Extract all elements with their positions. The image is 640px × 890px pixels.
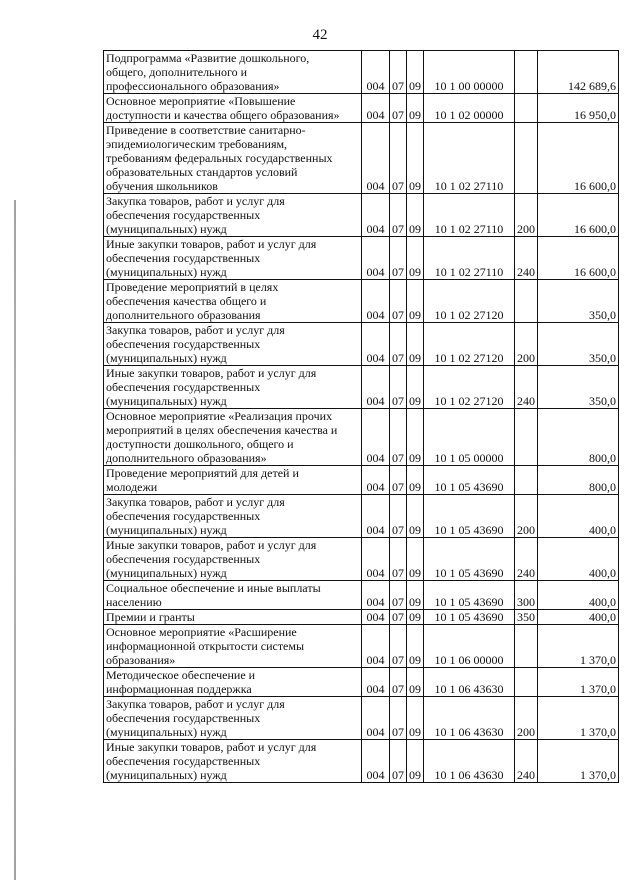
row-name-cell [104, 280, 362, 323]
row-name-cell [104, 237, 362, 280]
subsection-code: 09 [409, 222, 421, 236]
row-name: Премии и гранты [106, 610, 195, 624]
expense-type-code: 200 [517, 725, 535, 739]
target-article-code-cell [424, 280, 515, 323]
section-code: 07 [392, 308, 404, 322]
table-row [104, 466, 619, 495]
subsection-code-cell [407, 538, 424, 581]
expense-type-code-cell [515, 466, 538, 495]
subsection-code-cell [407, 280, 424, 323]
row-name-cell [104, 740, 362, 783]
amount-cell [538, 495, 619, 538]
subsection-code: 09 [409, 595, 421, 609]
dept-code-cell [362, 237, 390, 280]
target-article-code: 10 1 02 27110 [434, 265, 504, 279]
row-name-cell [104, 194, 362, 237]
expense-type-code-cell [515, 94, 538, 123]
table-row [104, 237, 619, 280]
amount: 16 950,0 [574, 108, 616, 122]
amount-cell [538, 581, 619, 610]
subsection-code-cell [407, 123, 424, 194]
binding-edge-mark [14, 200, 16, 880]
dept-code: 004 [366, 451, 385, 465]
dept-code-cell [362, 366, 390, 409]
target-article-code-cell [424, 123, 515, 194]
dept-code-cell [362, 495, 390, 538]
target-article-code: 10 1 02 27110 [434, 179, 504, 193]
section-code: 07 [392, 394, 404, 408]
row-name: Основное мероприятие «Реализация прочих мероприятий в целях обеспечения качества и доступности дошкольного, общего и дополнительного образования» [106, 409, 338, 465]
dept-code: 004 [366, 610, 385, 624]
expense-type-code-cell [515, 194, 538, 237]
row-name-cell [104, 123, 362, 194]
dept-code: 004 [366, 523, 385, 537]
row-name-cell [104, 697, 362, 740]
row-name-cell [104, 323, 362, 366]
dept-code-cell [362, 668, 390, 697]
table-row [104, 123, 619, 194]
dept-code-cell [362, 409, 390, 466]
section-code-cell [390, 466, 407, 495]
subsection-code-cell [407, 194, 424, 237]
dept-code: 004 [366, 653, 385, 667]
dept-code-cell [362, 697, 390, 740]
subsection-code: 09 [409, 351, 421, 365]
dept-code: 004 [366, 394, 385, 408]
table-row [104, 280, 619, 323]
table-row [104, 366, 619, 409]
expense-type-code: 240 [517, 394, 535, 408]
subsection-code-cell [407, 697, 424, 740]
row-name: Проведение мероприятий в целях обеспечения качества общего и дополнительного образования [106, 280, 279, 322]
row-name-cell [104, 495, 362, 538]
expense-type-code-cell [515, 237, 538, 280]
target-article-code-cell [424, 366, 515, 409]
dept-code: 004 [366, 108, 385, 122]
row-name: Иные закупки товаров, работ и услуг для обеспечения государственных (муниципальных) нужд [106, 538, 317, 580]
subsection-code: 09 [409, 480, 421, 494]
row-name-cell [104, 668, 362, 697]
row-name: Проведение мероприятий для детей и молодежи [106, 466, 299, 494]
table-row [104, 668, 619, 697]
section-code-cell [390, 94, 407, 123]
subsection-code-cell [407, 237, 424, 280]
amount: 400,0 [589, 610, 616, 624]
section-code-cell [390, 123, 407, 194]
expense-type-code-cell [515, 625, 538, 668]
row-name: Основное мероприятие «Повышение доступности и качества общего образования» [106, 94, 340, 122]
section-code-cell [390, 668, 407, 697]
subsection-code: 09 [409, 308, 421, 322]
target-article-code: 10 1 02 27120 [434, 308, 504, 322]
row-name: Методическое обеспечение и информационная поддержка [106, 668, 256, 696]
amount-cell [538, 538, 619, 581]
row-name: Иные закупки товаров, работ и услуг для обеспечения государственных (муниципальных) нужд [106, 237, 317, 279]
subsection-code: 09 [409, 653, 421, 667]
amount-cell [538, 51, 619, 94]
target-article-code-cell [424, 538, 515, 581]
subsection-code-cell [407, 466, 424, 495]
dept-code-cell [362, 740, 390, 783]
row-name: Иные закупки товаров, работ и услуг для обеспечения государственных (муниципальных) нужд [106, 366, 317, 408]
table-row [104, 323, 619, 366]
subsection-code: 09 [409, 768, 421, 782]
section-code-cell [390, 495, 407, 538]
row-name-cell [104, 610, 362, 625]
section-code: 07 [392, 179, 404, 193]
table-row [104, 625, 619, 668]
dept-code: 004 [366, 480, 385, 494]
amount: 16 600,0 [574, 179, 616, 193]
subsection-code: 09 [409, 79, 421, 93]
subsection-code: 09 [409, 725, 421, 739]
amount: 1 370,0 [580, 725, 616, 739]
row-name: Закупка товаров, работ и услуг для обеспечения государственных (муниципальных) нужд [106, 323, 285, 365]
section-code-cell [390, 280, 407, 323]
expense-type-code: 200 [517, 351, 535, 365]
section-code: 07 [392, 725, 404, 739]
target-article-code: 10 1 05 43690 [434, 480, 504, 494]
table-row [104, 610, 619, 625]
dept-code: 004 [366, 265, 385, 279]
amount-cell [538, 466, 619, 495]
section-code-cell [390, 194, 407, 237]
table-row [104, 495, 619, 538]
row-name: Социальное обеспечение и иные выплаты населению [106, 581, 321, 609]
section-code: 07 [392, 451, 404, 465]
dept-code-cell [362, 51, 390, 94]
subsection-code-cell [407, 51, 424, 94]
table-row [104, 94, 619, 123]
amount-cell [538, 625, 619, 668]
table-row [104, 538, 619, 581]
expense-type-code: 240 [517, 265, 535, 279]
dept-code: 004 [366, 308, 385, 322]
subsection-code: 09 [409, 108, 421, 122]
amount-cell [538, 366, 619, 409]
target-article-code: 10 1 02 27120 [434, 394, 504, 408]
target-article-code: 10 1 06 43630 [434, 682, 504, 696]
section-code: 07 [392, 682, 404, 696]
dept-code: 004 [366, 768, 385, 782]
section-code-cell [390, 625, 407, 668]
target-article-code-cell [424, 740, 515, 783]
subsection-code-cell [407, 668, 424, 697]
expense-type-code: 240 [517, 566, 535, 580]
subsection-code: 09 [409, 523, 421, 537]
expense-type-code-cell [515, 51, 538, 94]
dept-code-cell [362, 610, 390, 625]
subsection-code-cell [407, 323, 424, 366]
subsection-code-cell [407, 625, 424, 668]
subsection-code-cell [407, 581, 424, 610]
row-name-cell [104, 51, 362, 94]
expense-type-code: 200 [517, 222, 535, 236]
section-code-cell [390, 323, 407, 366]
table-row [104, 581, 619, 610]
target-article-code-cell [424, 237, 515, 280]
target-article-code: 10 1 02 00000 [434, 108, 504, 122]
amount: 350,0 [589, 308, 616, 322]
section-code-cell [390, 697, 407, 740]
dept-code: 004 [366, 79, 385, 93]
section-code: 07 [392, 108, 404, 122]
target-article-code-cell [424, 323, 515, 366]
target-article-code-cell [424, 581, 515, 610]
target-article-code: 10 1 02 27120 [434, 351, 504, 365]
page-number: 42 [312, 27, 328, 43]
amount: 350,0 [589, 351, 616, 365]
amount-cell [538, 237, 619, 280]
row-name-cell [104, 625, 362, 668]
amount: 1 370,0 [580, 768, 616, 782]
section-code: 07 [392, 265, 404, 279]
amount-cell [538, 194, 619, 237]
section-code-cell [390, 610, 407, 625]
section-code: 07 [392, 480, 404, 494]
subsection-code-cell [407, 94, 424, 123]
row-name-cell [104, 538, 362, 581]
expense-type-code-cell [515, 323, 538, 366]
dept-code: 004 [366, 179, 385, 193]
amount-cell [538, 94, 619, 123]
target-article-code-cell [424, 668, 515, 697]
section-code-cell [390, 237, 407, 280]
subsection-code: 09 [409, 682, 421, 696]
target-article-code-cell [424, 409, 515, 466]
target-article-code-cell [424, 94, 515, 123]
row-name: Закупка товаров, работ и услуг для обеспечения государственных (муниципальных) нужд [106, 495, 285, 537]
amount: 400,0 [589, 523, 616, 537]
expense-type-code-cell [515, 668, 538, 697]
amount: 142 689,6 [568, 79, 616, 93]
expense-type-code-cell [515, 538, 538, 581]
target-article-code: 10 1 05 43690 [434, 523, 504, 537]
row-name-cell [104, 466, 362, 495]
amount: 1 370,0 [580, 682, 616, 696]
expense-type-code: 240 [517, 768, 535, 782]
table-row [104, 194, 619, 237]
expense-type-code-cell [515, 280, 538, 323]
row-name: Приведение в соответствие санитарно- эпидемиологическим требованиям, требованиям федеральных государственных образовательных стандартов условий обучения школьников [106, 123, 333, 193]
dept-code: 004 [366, 351, 385, 365]
target-article-code: 10 1 05 43690 [434, 566, 504, 580]
dept-code-cell [362, 625, 390, 668]
target-article-code-cell [424, 194, 515, 237]
table-row [104, 697, 619, 740]
target-article-code: 10 1 06 00000 [434, 653, 504, 667]
section-code: 07 [392, 610, 404, 624]
dept-code: 004 [366, 725, 385, 739]
row-name: Основное мероприятие «Расширение информационной открытости системы образования» [106, 625, 305, 667]
amount: 1 370,0 [580, 653, 616, 667]
expense-type-code-cell [515, 610, 538, 625]
amount-cell [538, 409, 619, 466]
target-article-code-cell [424, 697, 515, 740]
subsection-code: 09 [409, 265, 421, 279]
table-row [104, 409, 619, 466]
row-name: Закупка товаров, работ и услуг для обеспечения государственных (муниципальных) нужд [106, 697, 285, 739]
subsection-code: 09 [409, 566, 421, 580]
amount: 16 600,0 [574, 222, 616, 236]
subsection-code-cell [407, 366, 424, 409]
expense-type-code-cell [515, 740, 538, 783]
dept-code-cell [362, 466, 390, 495]
subsection-code-cell [407, 610, 424, 625]
dept-code-cell [362, 194, 390, 237]
subsection-code: 09 [409, 179, 421, 193]
dept-code: 004 [366, 682, 385, 696]
target-article-code-cell [424, 610, 515, 625]
row-name: Закупка товаров, работ и услуг для обеспечения государственных (муниципальных) нужд [106, 194, 285, 236]
subsection-code-cell [407, 740, 424, 783]
section-code-cell [390, 740, 407, 783]
dept-code: 004 [366, 222, 385, 236]
section-code: 07 [392, 653, 404, 667]
section-code-cell [390, 538, 407, 581]
target-article-code-cell [424, 495, 515, 538]
amount-cell [538, 740, 619, 783]
subsection-code-cell [407, 495, 424, 538]
row-name-cell [104, 581, 362, 610]
row-name: Подпрограмма «Развитие дошкольного, общего, дополнительного и профессионального образования» [106, 51, 310, 93]
section-code: 07 [392, 351, 404, 365]
dept-code-cell [362, 123, 390, 194]
target-article-code: 10 1 00 00000 [434, 79, 504, 93]
table-row [104, 740, 619, 783]
expense-type-code: 350 [517, 610, 535, 624]
target-article-code: 10 1 05 00000 [434, 451, 504, 465]
section-code-cell [390, 409, 407, 466]
target-article-code-cell [424, 625, 515, 668]
amount: 800,0 [589, 451, 616, 465]
section-code: 07 [392, 222, 404, 236]
amount-cell [538, 123, 619, 194]
expense-type-code-cell [515, 581, 538, 610]
dept-code-cell [362, 323, 390, 366]
section-code: 07 [392, 523, 404, 537]
target-article-code-cell [424, 466, 515, 495]
amount-cell [538, 280, 619, 323]
section-code: 07 [392, 595, 404, 609]
subsection-code: 09 [409, 610, 421, 624]
dept-code-cell [362, 581, 390, 610]
row-name: Иные закупки товаров, работ и услуг для обеспечения государственных (муниципальных) нужд [106, 740, 317, 782]
target-article-code: 10 1 06 43630 [434, 768, 504, 782]
target-article-code: 10 1 02 27110 [434, 222, 504, 236]
amount-cell [538, 610, 619, 625]
subsection-code-cell [407, 409, 424, 466]
expense-type-code: 300 [517, 595, 535, 609]
expense-type-code-cell [515, 495, 538, 538]
amount-cell [538, 323, 619, 366]
amount: 350,0 [589, 394, 616, 408]
table-row [104, 51, 619, 94]
expense-type-code: 200 [517, 523, 535, 537]
budget-table-body [104, 51, 619, 783]
amount-cell [538, 668, 619, 697]
target-article-code-cell [424, 51, 515, 94]
amount: 400,0 [589, 566, 616, 580]
target-article-code: 10 1 06 43630 [434, 725, 504, 739]
amount: 800,0 [589, 480, 616, 494]
row-name-cell [104, 366, 362, 409]
amount: 400,0 [589, 595, 616, 609]
dept-code: 004 [366, 595, 385, 609]
section-code-cell [390, 581, 407, 610]
row-name-cell [104, 94, 362, 123]
section-code-cell [390, 366, 407, 409]
target-article-code: 10 1 05 43690 [434, 595, 504, 609]
dept-code: 004 [366, 566, 385, 580]
subsection-code: 09 [409, 394, 421, 408]
row-name-cell [104, 409, 362, 466]
target-article-code: 10 1 05 43690 [434, 610, 504, 624]
subsection-code: 09 [409, 451, 421, 465]
expense-type-code-cell [515, 409, 538, 466]
amount: 16 600,0 [574, 265, 616, 279]
amount-cell [538, 697, 619, 740]
budget-table [103, 50, 619, 783]
section-code: 07 [392, 768, 404, 782]
expense-type-code-cell [515, 697, 538, 740]
section-code: 07 [392, 566, 404, 580]
dept-code-cell [362, 280, 390, 323]
section-code: 07 [392, 79, 404, 93]
expense-type-code-cell [515, 366, 538, 409]
expense-type-code-cell [515, 123, 538, 194]
dept-code-cell [362, 538, 390, 581]
section-code-cell [390, 51, 407, 94]
dept-code-cell [362, 94, 390, 123]
